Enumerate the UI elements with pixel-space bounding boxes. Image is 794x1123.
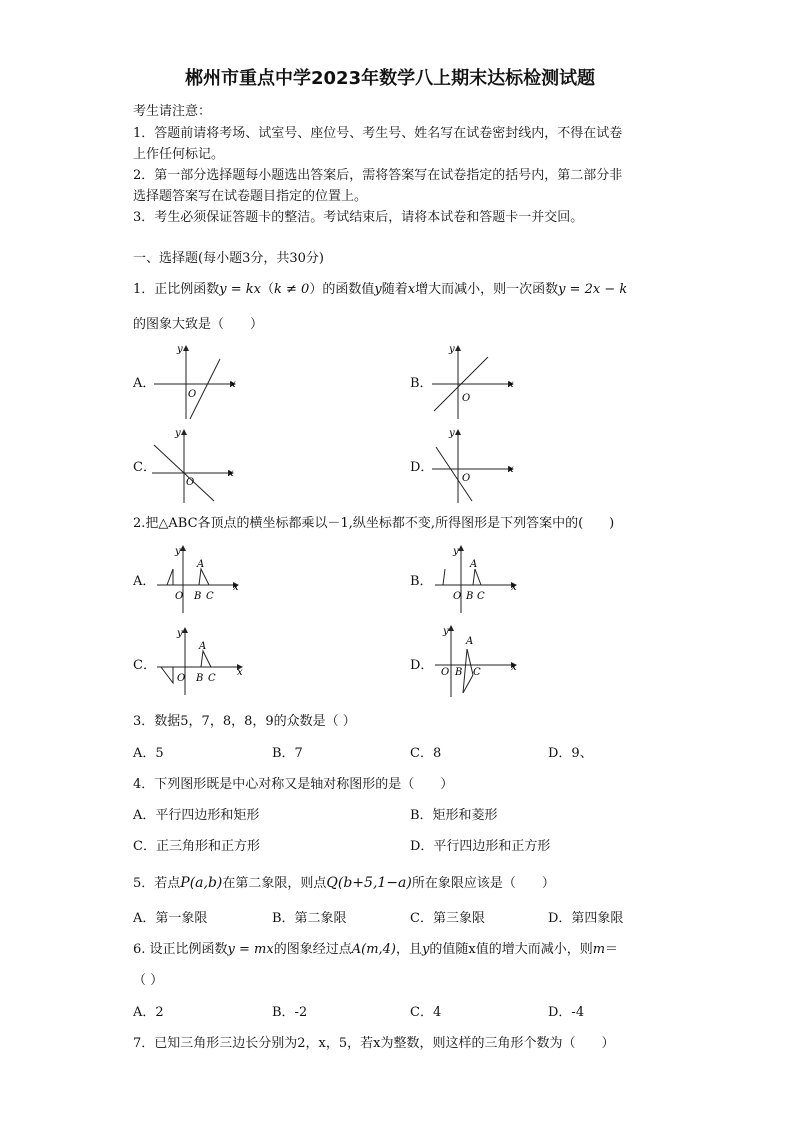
q5-option-d[interactable]: D．第四象限	[548, 911, 624, 926]
q6-option-a[interactable]: A．2	[133, 1005, 164, 1020]
q1-math: y	[374, 282, 382, 297]
q1-part: 增大而减小，则一次函数	[415, 282, 559, 297]
q1-part: （	[261, 282, 275, 297]
axis-label-x: x	[511, 582, 517, 593]
point-label-a: A	[466, 636, 474, 647]
axis-label-y: y	[449, 344, 455, 355]
point-label-b: B	[196, 673, 204, 684]
q6-math: m	[592, 942, 606, 957]
axis-label-y: y	[175, 546, 181, 557]
notice-line: 2．第一部分选择题每小题选出答案后，需将答案写在试卷指定的括号内，第二部分非	[133, 168, 623, 183]
axis-label-y: y	[175, 428, 181, 439]
origin-label: O	[462, 393, 471, 404]
question-2-text: 2.把△ABC各顶点的横坐标都乘以－1,纵坐标都不变,所得图形是下列答案中的( )	[133, 516, 615, 531]
q2-option-d[interactable]: D．	[410, 658, 434, 673]
origin-label: O	[175, 591, 184, 602]
q6-option-b[interactable]: B．-2	[272, 1005, 308, 1020]
question-1-text-line2: 的图象大致是（ ）	[133, 317, 264, 332]
axis-label-x: x	[508, 464, 514, 475]
point-label-a: A	[199, 641, 207, 652]
q3-option-d[interactable]: D．9、	[548, 746, 593, 761]
axis-label-y: y	[453, 546, 459, 557]
q6-option-c[interactable]: C．4	[410, 1005, 442, 1020]
question-1-text	[133, 281, 627, 299]
origin-label: O	[186, 477, 195, 488]
q1-math: k ≠ 0	[274, 282, 310, 297]
point-label-c: C	[206, 591, 214, 602]
notice-line: 1．答题前请将考场、试室号、座位号、考生号、姓名写在试卷密封线内，不得在试卷	[133, 126, 623, 141]
q6-math: y	[422, 942, 430, 957]
q1-option-a[interactable]: A．	[133, 376, 156, 391]
q6-part: ＝	[605, 942, 619, 957]
q2-graph-a	[155, 543, 240, 615]
question-5-text	[133, 874, 555, 893]
q4-option-d[interactable]: D．平行四边形和正方形	[410, 839, 551, 854]
axis-label-x: x	[237, 667, 243, 678]
point-label-b: B	[455, 667, 463, 678]
q6-option-d[interactable]: D．-4	[548, 1005, 585, 1020]
origin-label: O	[188, 389, 197, 400]
q4-option-b[interactable]: B．矩形和菱形	[410, 808, 498, 823]
q1-part: 1．正比例函数	[133, 282, 220, 297]
q4-option-c[interactable]: C．正三角形和正方形	[133, 839, 260, 854]
question-3-text: 3．数据5，7，8，8，9的众数是（ ）	[133, 714, 356, 729]
q6-part: 的图象经过点	[273, 942, 352, 957]
q2-option-c[interactable]: C．	[133, 658, 156, 673]
axis-label-x: x	[230, 379, 236, 390]
q3-option-a[interactable]: A．5	[133, 746, 164, 761]
q4-option-a[interactable]: A．平行四边形和矩形	[133, 808, 260, 823]
page-title: 郴州市重点中学2023年数学八上期末达标检测试题	[185, 68, 596, 89]
q6-part: 6. 设正比例函数	[133, 942, 228, 957]
q6-math: y = mx	[227, 942, 274, 957]
origin-label: O	[177, 673, 186, 684]
point-label-c: C	[208, 673, 216, 684]
q1-part: 随着	[381, 282, 408, 297]
q1-graph-d	[428, 427, 518, 507]
origin-label: O	[462, 473, 471, 484]
point-label-c: C	[477, 591, 485, 602]
q5-part: 所在象限应该是（ ）	[411, 876, 555, 891]
question-6-text	[133, 941, 618, 959]
q2-graph-c	[155, 625, 245, 697]
q1-part: ）的函数值	[309, 282, 375, 297]
axis-label-y: y	[443, 626, 449, 637]
q6-part: 的值随x值的增大而减小，则	[429, 942, 593, 957]
q2-option-b[interactable]: B．	[410, 574, 433, 589]
question-6-text-line2: （ ）	[133, 973, 164, 988]
point-label-b: B	[466, 591, 474, 602]
axis-label-x: x	[511, 662, 517, 673]
q5-part: 在第二象限，则点	[222, 876, 327, 891]
q5-part: 5．若点	[133, 876, 181, 891]
q3-option-b[interactable]: B．7	[272, 746, 303, 761]
q6-part: ，且	[396, 942, 423, 957]
axis-label-y: y	[449, 428, 455, 439]
q2-graph-d	[433, 623, 518, 699]
notice-line: 上作任何标记。	[133, 147, 225, 162]
q5-option-c[interactable]: C．第三象限	[410, 911, 485, 926]
q1-math: y = kx	[219, 282, 261, 297]
point-label-c: C	[473, 667, 481, 678]
q6-math: A(m,4)	[351, 942, 396, 957]
point-label-a: A	[470, 559, 478, 570]
q1-graph-c	[148, 427, 238, 507]
notice-line: 选择题答案写在试卷题目指定的位置上。	[133, 189, 368, 204]
question-4-text: 4．下列图形既是中心对称又是轴对称图形的是（ ）	[133, 777, 454, 792]
axis-label-x: x	[228, 468, 234, 479]
axis-label-x: x	[508, 379, 514, 390]
q1-math: y = 2x − k	[558, 282, 628, 297]
point-label-a: A	[197, 559, 205, 570]
axis-label-x: x	[233, 582, 239, 593]
q2-option-a[interactable]: A．	[133, 574, 156, 589]
q5-math: P(a,b)	[180, 875, 223, 891]
q3-option-c[interactable]: C．8	[410, 746, 442, 761]
notice-heading: 考生请注意：	[133, 104, 212, 119]
q5-option-a[interactable]: A．第一象限	[133, 911, 208, 926]
section-heading: 一、选择题(每小题3分，共30分)	[133, 251, 324, 266]
q5-math: Q(b+5,1−a)	[326, 875, 412, 891]
q1-graph-b	[428, 343, 518, 423]
q1-math: x	[407, 282, 416, 297]
axis-label-y: y	[177, 628, 183, 639]
q2-graph-b	[433, 543, 518, 615]
q1-option-c[interactable]: C．	[133, 460, 156, 475]
origin-label: O	[453, 591, 462, 602]
q1-graph-a	[150, 343, 240, 423]
point-label-b: B	[194, 591, 202, 602]
axis-label-y: y	[177, 344, 183, 355]
origin-label: O	[441, 667, 450, 678]
notice-line: 3．考生必须保证答题卡的整洁。考试结束后，请将本试卷和答题卡一并交回。	[133, 210, 584, 225]
q1-option-b[interactable]: B．	[410, 376, 433, 391]
q5-option-b[interactable]: B．第二象限	[272, 911, 347, 926]
question-7-text: 7．已知三角形三边长分别为2，x，5，若x为整数，则这样的三角形个数为（ ）	[133, 1036, 615, 1051]
q1-option-d[interactable]: D．	[410, 460, 434, 475]
